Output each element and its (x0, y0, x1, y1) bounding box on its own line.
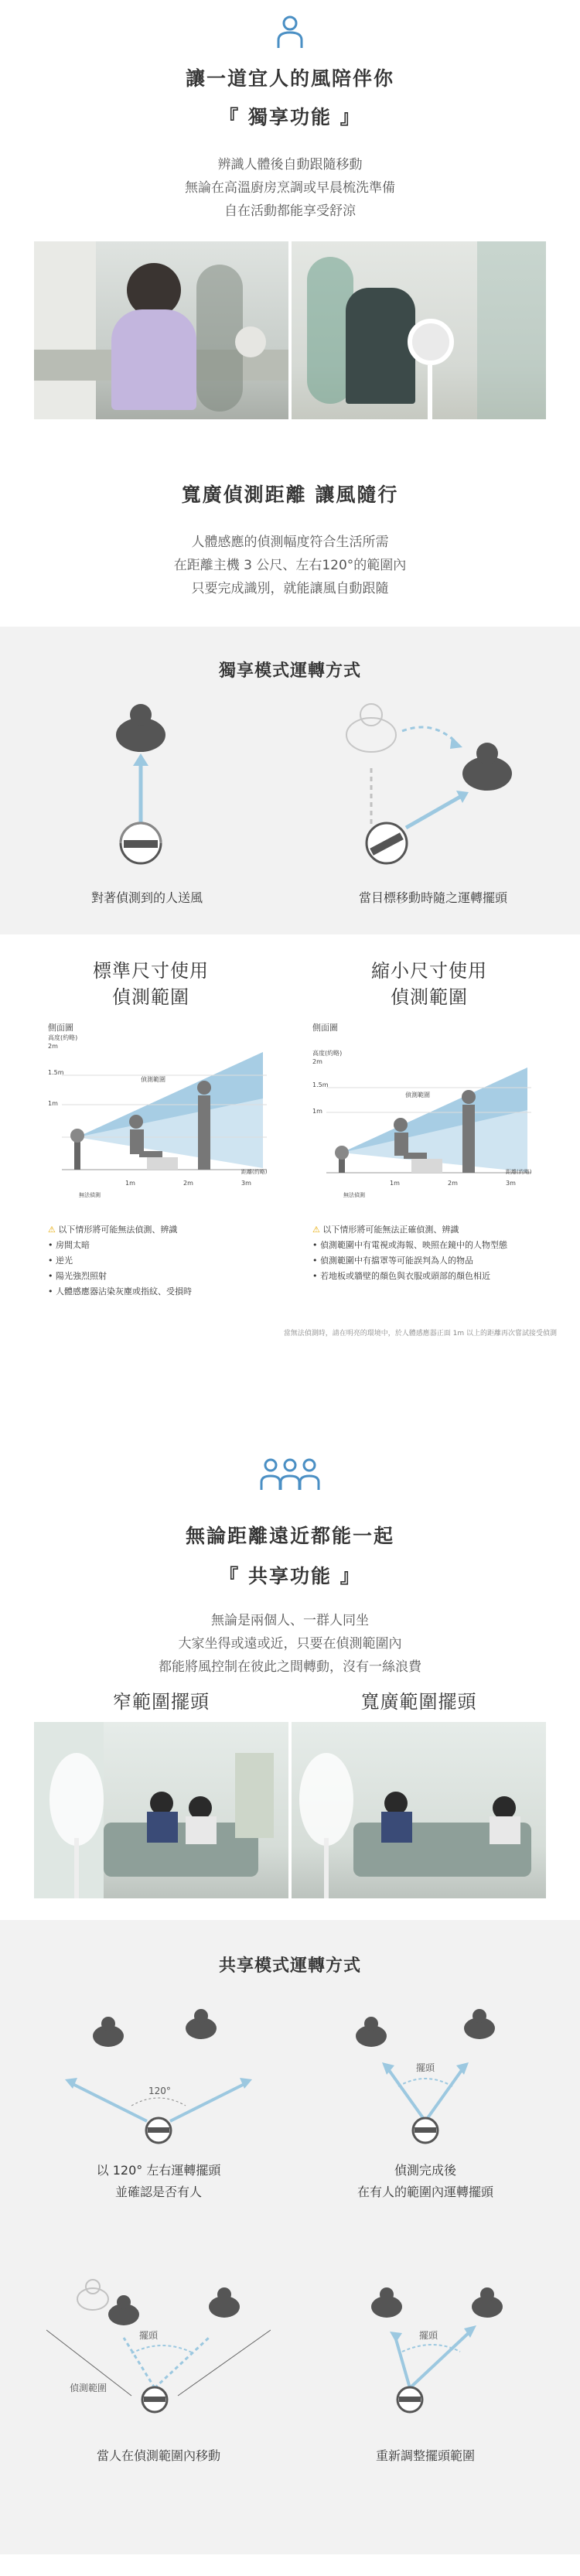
section3-body (0, 1609, 580, 1679)
range-footnote: 當無法偵測時，請在明亮的環境中，於人體感應器正面 1m 以上的距離再次嘗試接受偵測 (283, 1330, 557, 1338)
shared-caption-4: 重新調整擺頭範圍 (375, 2448, 475, 2463)
distance-tick: 1m (390, 1180, 400, 1187)
person-head-icon (371, 2287, 402, 2318)
shared-caption-1: 以 120° 左右運轉擺頭 並確認是否有人 (96, 2163, 221, 2199)
detect-area-label: 偵測範圍 (141, 1076, 165, 1083)
group-people-icon (260, 1456, 320, 1491)
title-line: 偵測範圍 (391, 986, 468, 1008)
solo-caption-left: 對著偵測到的人送風 (90, 890, 203, 905)
fan-top-icon (397, 2387, 422, 2412)
person-outline-icon (275, 14, 305, 50)
person-head-icon (462, 743, 512, 791)
body-line: 無論是兩個人、一群人同坐 (211, 1613, 369, 1628)
distance-tick: 2m (448, 1180, 458, 1187)
height-tick: 1.5m (48, 1069, 64, 1076)
height-tick: 1.5m (312, 1081, 329, 1088)
bathroom-photo (292, 241, 546, 419)
warning-icon: ⚠ (312, 1225, 320, 1235)
solo-mode-diagram-right (325, 696, 534, 874)
section1-title: 讓一道宜人的風陪伴你 (185, 67, 394, 90)
person-head-ghost-icon (346, 704, 396, 752)
detect-range-label: 偵測範圍 (70, 2383, 107, 2393)
angle-label: 120° (148, 2086, 171, 2096)
standard-notes: ⚠ 以下情形將可能無法偵測、辨識 • 房間太暗 • 逆光 • 陽光強烈照射 • 人體感應器沾染灰塵或指紋、受損時 (48, 1222, 280, 1300)
standard-range-diagram (48, 1021, 272, 1204)
title-line: 偵測範圍 (112, 986, 189, 1008)
swing-label: 擺頭 (419, 2330, 438, 2341)
distance-tick: 3m (241, 1180, 251, 1187)
warning-icon: ⚠ (48, 1225, 56, 1235)
solo-mode-panel (0, 627, 580, 934)
cannot-detect-label: 無法偵測 (79, 1192, 101, 1198)
height-label: 高度(約略) (48, 1034, 78, 1041)
fan-top-icon (413, 2118, 438, 2143)
height-tick: 2m (48, 1043, 58, 1050)
fan-top-icon (142, 2387, 167, 2412)
shared-mode-title: 共享模式運轉方式 (218, 1956, 361, 1976)
compact-notes: ⚠ 以下情形將可能無法正確偵測、辨識 • 偵測範圍中有電視或海報、映照在鏡中的人物型態 • 偵測範圍中有擋罩等可能誤判為人的物品 • 若地板或牆壁的顏色與衣服或頭部的顏色相近 (312, 1222, 560, 1284)
person-head-icon (93, 2017, 124, 2047)
person-head-icon (356, 2017, 387, 2047)
shared-caption-3: 當人在偵測範圍內移動 (96, 2448, 220, 2463)
solo-mode-diagram-left (77, 696, 232, 874)
person-head-icon (186, 2009, 217, 2039)
section3-subtitle: 『 共享功能 』 (219, 1565, 361, 1587)
body-line: 大家坐得或遠或近，只要在偵測範圍內 (178, 1636, 402, 1652)
fan-top-icon (146, 2118, 171, 2143)
side-view-label: 側面圖 (48, 1023, 73, 1033)
height-tick: 2m (312, 1058, 322, 1065)
fan-top-icon (367, 823, 407, 863)
section2-body (0, 531, 580, 600)
wide-swing-photo (292, 1722, 546, 1898)
section1-body (0, 153, 580, 223)
distance-tick: 1m (125, 1180, 135, 1187)
shared-caption-2: 偵測完成後 在有人的範圍內運轉擺頭 (357, 2163, 493, 2199)
fan-side-icon (335, 1146, 349, 1173)
cannot-detect-label: 無法偵測 (343, 1192, 365, 1198)
wide-swing-title: 寬廣範圍擺頭 (360, 1691, 477, 1713)
height-label: 高度(約略) (312, 1050, 343, 1057)
distance-tick: 2m (183, 1180, 193, 1187)
warning-note: ⚠ 以下情形將可能無法正確偵測、辨識 (312, 1225, 459, 1235)
body-line: 辨識人體後自動跟隨移動 (217, 157, 363, 173)
body-line: 只要完成識別，就能讓風自動跟隨 (191, 581, 389, 596)
body-line: 人體感應的偵測幅度符合生活所需 (191, 535, 389, 550)
title-line: 縮小尺寸使用 (371, 960, 487, 982)
distance-label: 距離(約略) (241, 1169, 268, 1175)
compact-range-graphic (326, 1037, 535, 1191)
swing-label: 擺頭 (416, 2062, 435, 2073)
section2-title: 寬廣偵測距離 讓風隨行 (181, 483, 399, 506)
solo-caption-right: 當目標移動時隨之運轉擺頭 (358, 890, 507, 905)
standard-range-graphic (62, 1037, 271, 1191)
narrow-swing-title: 窄範圍擺頭 (113, 1691, 210, 1713)
section3-title: 無論距離遠近都能一起 (185, 1525, 394, 1547)
person-head-icon (116, 704, 165, 752)
distance-label: 距離(約略) (506, 1169, 532, 1175)
body-line: 無論在高溫廚房烹調或早晨梳洗準備 (185, 180, 395, 196)
distance-tick: 3m (506, 1180, 516, 1187)
side-view-label: 側面圖 (312, 1023, 338, 1033)
compact-range-diagram (312, 1021, 537, 1204)
height-tick: 1m (312, 1108, 322, 1115)
fan-side-icon (70, 1129, 84, 1170)
standard-range-title (46, 958, 255, 1010)
body-line: 自在活動都能享受舒涼 (224, 203, 356, 219)
person-head-ghost-icon (77, 2280, 108, 2310)
solo-mode-title: 獨享模式運轉方式 (218, 661, 361, 681)
title-line: 標準尺寸使用 (93, 960, 209, 982)
body-line: 都能將風控制在彼此之間轉動，沒有一絲浪費 (159, 1659, 421, 1675)
person-head-icon (108, 2295, 139, 2325)
kitchen-photo (34, 241, 288, 419)
person-head-icon (464, 2009, 495, 2039)
person-head-icon (209, 2287, 240, 2318)
swing-label: 擺頭 (139, 2330, 159, 2341)
height-tick: 1m (48, 1100, 58, 1107)
shared-diagram-scan (54, 1997, 263, 2144)
warning-note: ⚠ 以下情形將可能無法偵測、辨識 (48, 1225, 178, 1235)
narrow-swing-photo (34, 1722, 288, 1898)
body-line: 在距離主機 3 公尺、左右120°的範圍內 (173, 558, 407, 573)
detect-area-label: 偵測範圍 (405, 1092, 430, 1098)
fan-top-icon (121, 823, 161, 863)
section1-subtitle: 『 獨享功能 』 (219, 106, 361, 128)
shared-mode-panel (0, 1920, 580, 2554)
person-head-icon (472, 2287, 503, 2318)
compact-range-title (325, 958, 534, 1010)
